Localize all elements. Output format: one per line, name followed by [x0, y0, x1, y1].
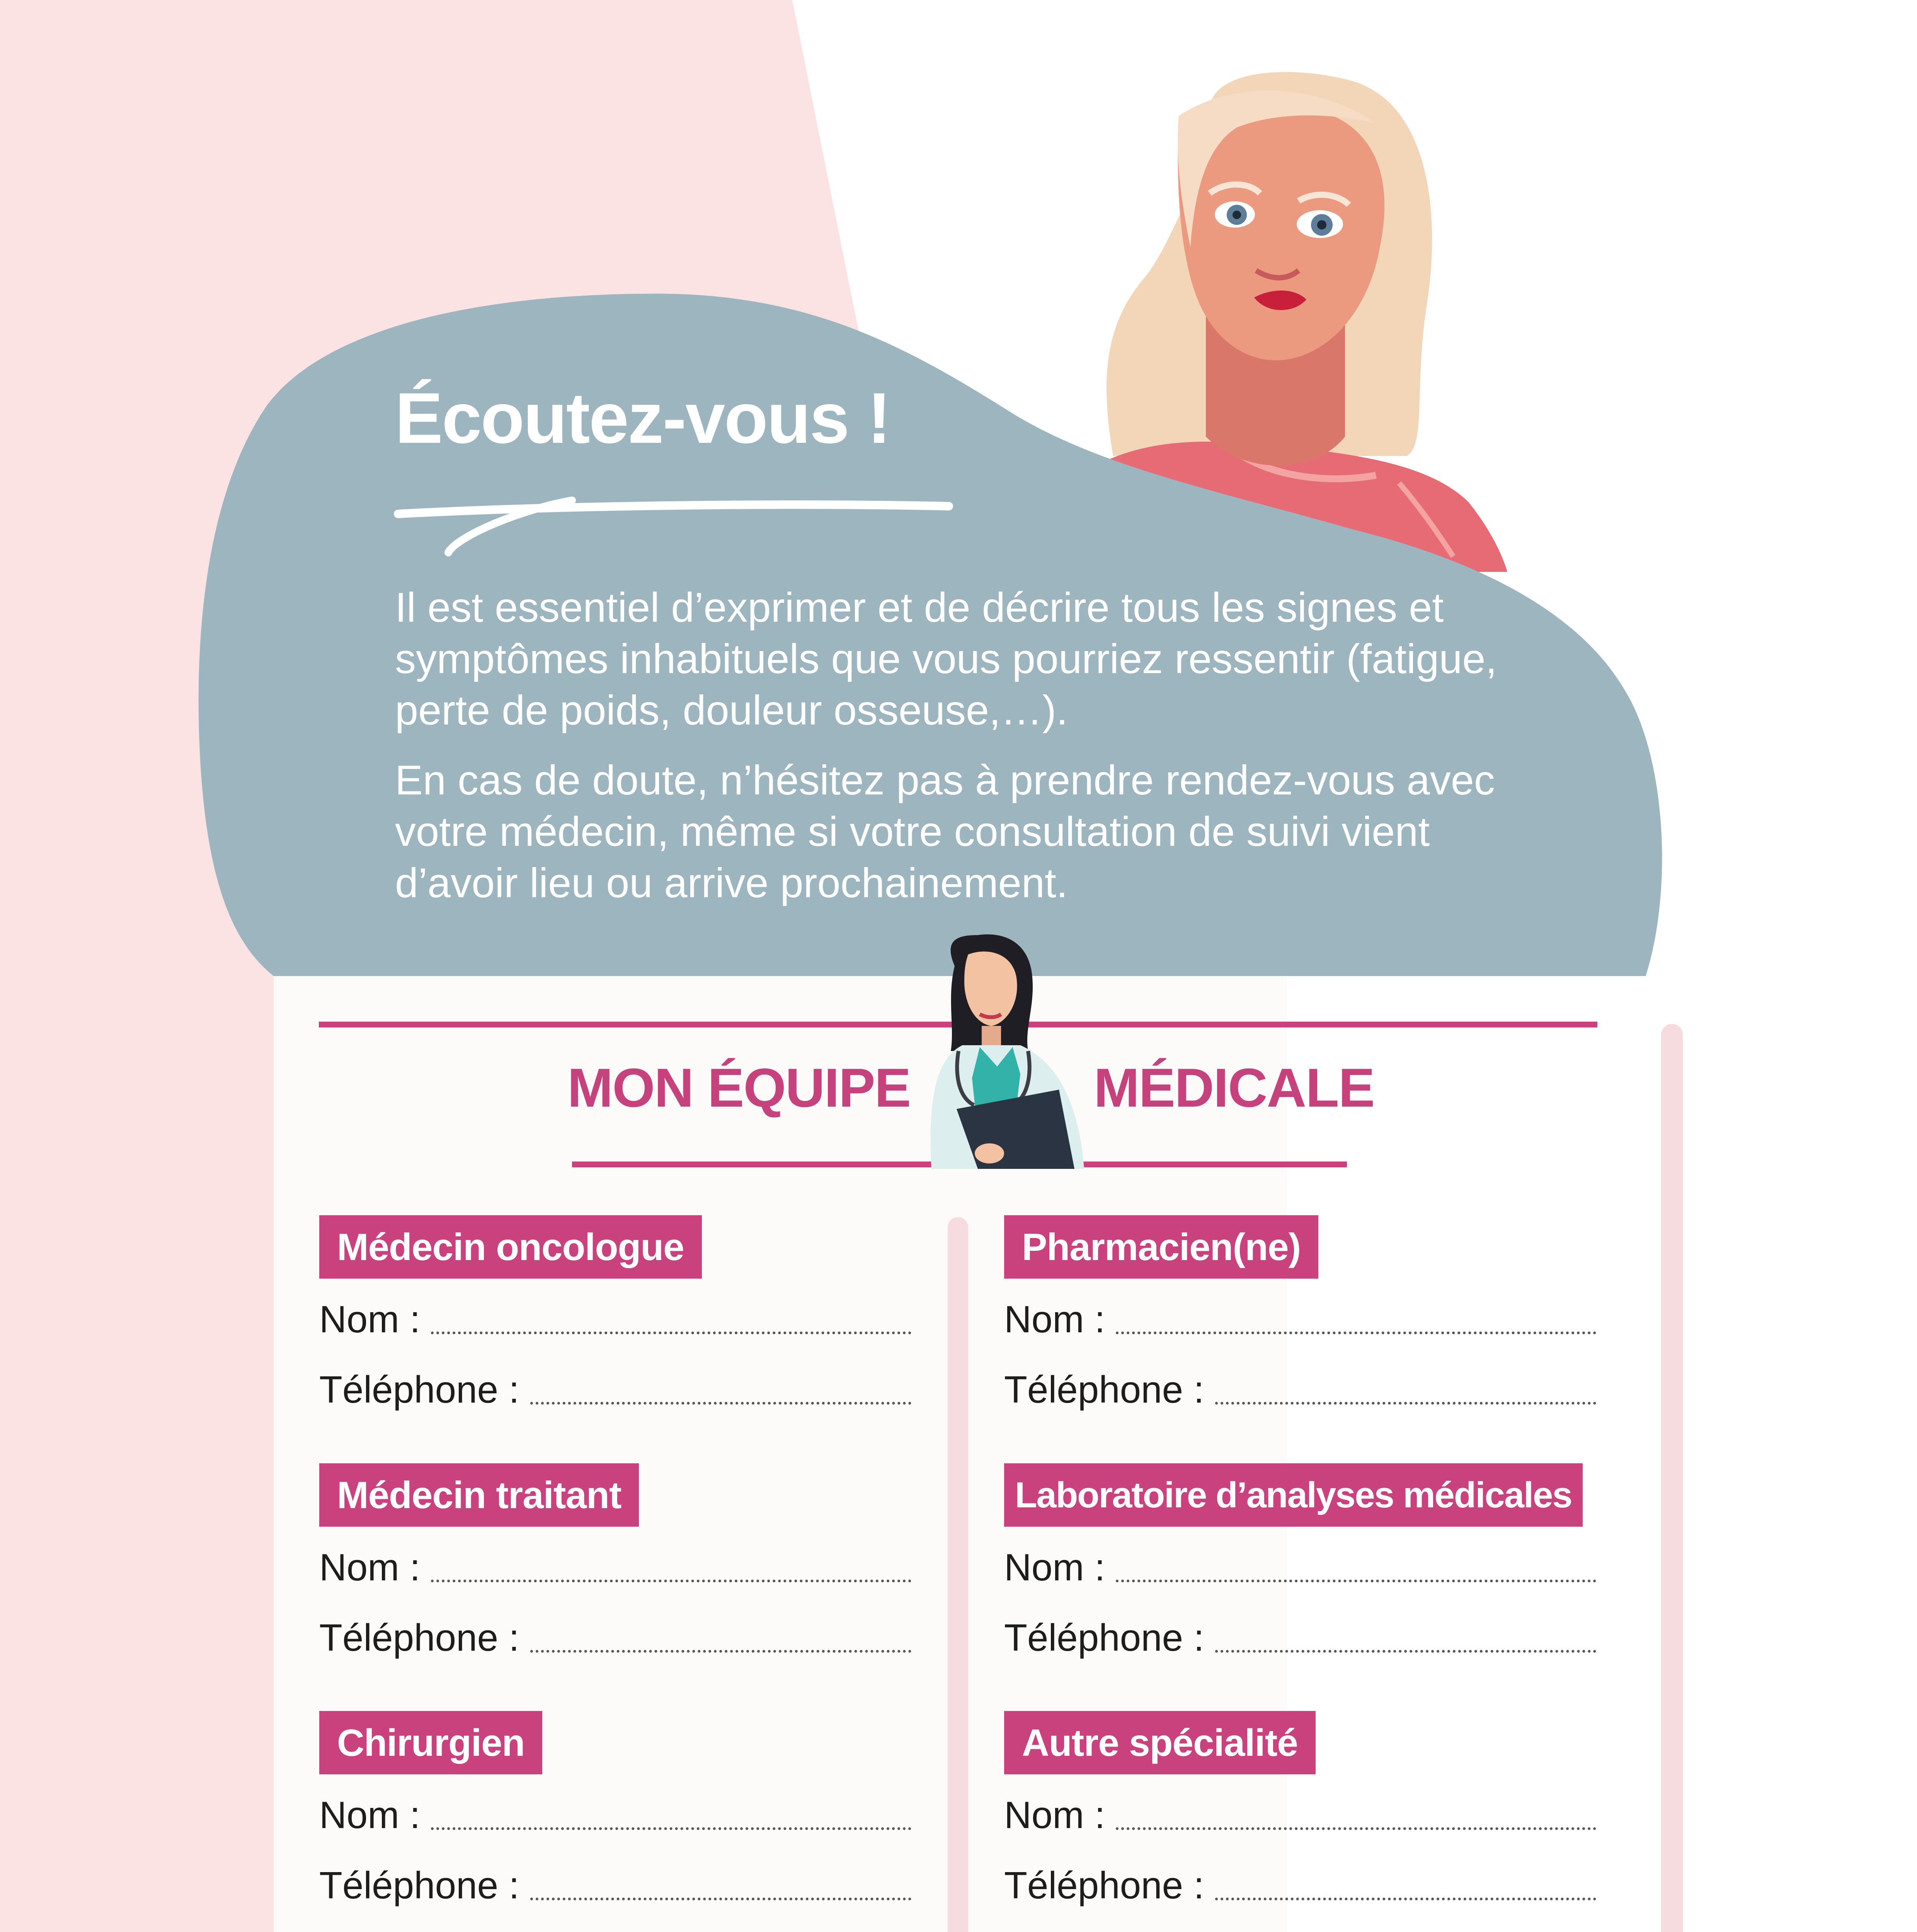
- contact-section-pharmacien: [1004, 1215, 1596, 1416]
- name-field[interactable]: [319, 1292, 911, 1338]
- name-field[interactable]: [319, 1540, 911, 1586]
- name-dotted-line[interactable]: [431, 1827, 911, 1830]
- section-badge: Pharmacien(ne): [1004, 1215, 1318, 1279]
- name-label: Nom :: [1004, 1298, 1105, 1340]
- name-dotted-line[interactable]: [1116, 1332, 1596, 1334]
- name-field[interactable]: [1004, 1292, 1596, 1338]
- section-badge: Autre spécialité: [1004, 1711, 1316, 1774]
- contact-section-chirurgien: [319, 1711, 911, 1912]
- intro-paragraph: Il est essentiel d’exprimer et de décrire tous les signes et symptômes inhabituels que vous pourriez ressentir (fatigue, perte de poids, douleur osseuse,…).: [395, 584, 1497, 733]
- name-dotted-line[interactable]: [1116, 1580, 1596, 1582]
- name-field[interactable]: [319, 1787, 911, 1834]
- section-badge: Médecin traitant: [319, 1463, 639, 1527]
- name-field[interactable]: [1004, 1540, 1596, 1586]
- phone-field[interactable]: [1004, 1362, 1596, 1411]
- contact-section-laboratoire: [1004, 1463, 1596, 1664]
- name-label: Nom :: [319, 1298, 421, 1340]
- name-label: Nom :: [319, 1546, 421, 1588]
- name-field[interactable]: [1004, 1787, 1596, 1834]
- phone-label: Téléphone :: [1004, 1616, 1204, 1659]
- right-edge-bar: [1661, 1024, 1683, 1932]
- page-title: Écoutez-vous !: [395, 378, 890, 458]
- contact-section-autre-specialite-1: [1004, 1711, 1596, 1912]
- section-badge: Médecin oncologue: [319, 1215, 702, 1279]
- phone-field[interactable]: [319, 1858, 911, 1904]
- team-heading-right: MÉDICALE: [1094, 1057, 1374, 1119]
- section-badge: Chirurgien: [319, 1711, 542, 1774]
- phone-label: Téléphone :: [1004, 1368, 1204, 1411]
- phone-label: Téléphone :: [319, 1864, 519, 1906]
- name-label: Nom :: [1004, 1794, 1105, 1836]
- name-label: Nom :: [319, 1794, 421, 1836]
- phone-dotted-line[interactable]: [530, 1402, 911, 1405]
- phone-field[interactable]: [1004, 1610, 1596, 1659]
- contact-section-medecin-traitant: [319, 1463, 911, 1664]
- name-label: Nom :: [1004, 1546, 1105, 1588]
- name-dotted-line[interactable]: [1116, 1827, 1596, 1830]
- contact-section-medecin-oncologue: [319, 1215, 911, 1416]
- section-badge: Laboratoire d’analyses médicales: [1004, 1463, 1583, 1527]
- advice-paragraph: En cas de doute, n’hésitez pas à prendre rendez-vous avec votre médecin, même si votre consultation de suivi vient d’avoir lieu ou arrive prochainement.: [395, 757, 1495, 906]
- phone-field[interactable]: [319, 1362, 911, 1411]
- phone-dotted-line[interactable]: [530, 1650, 911, 1653]
- phone-dotted-line[interactable]: [1215, 1402, 1596, 1405]
- phone-field[interactable]: [1004, 1858, 1596, 1904]
- name-dotted-line[interactable]: [431, 1332, 911, 1334]
- phone-field[interactable]: [319, 1610, 911, 1659]
- name-dotted-line[interactable]: [431, 1580, 911, 1582]
- phone-label: Téléphone :: [1004, 1864, 1204, 1906]
- phone-dotted-line[interactable]: [1215, 1650, 1596, 1653]
- phone-label: Téléphone :: [319, 1368, 519, 1411]
- phone-label: Téléphone :: [319, 1616, 519, 1659]
- phone-dotted-line[interactable]: [1215, 1898, 1596, 1900]
- phone-dotted-line[interactable]: [530, 1898, 911, 1900]
- team-heading-left: MON ÉQUIPE: [567, 1057, 911, 1119]
